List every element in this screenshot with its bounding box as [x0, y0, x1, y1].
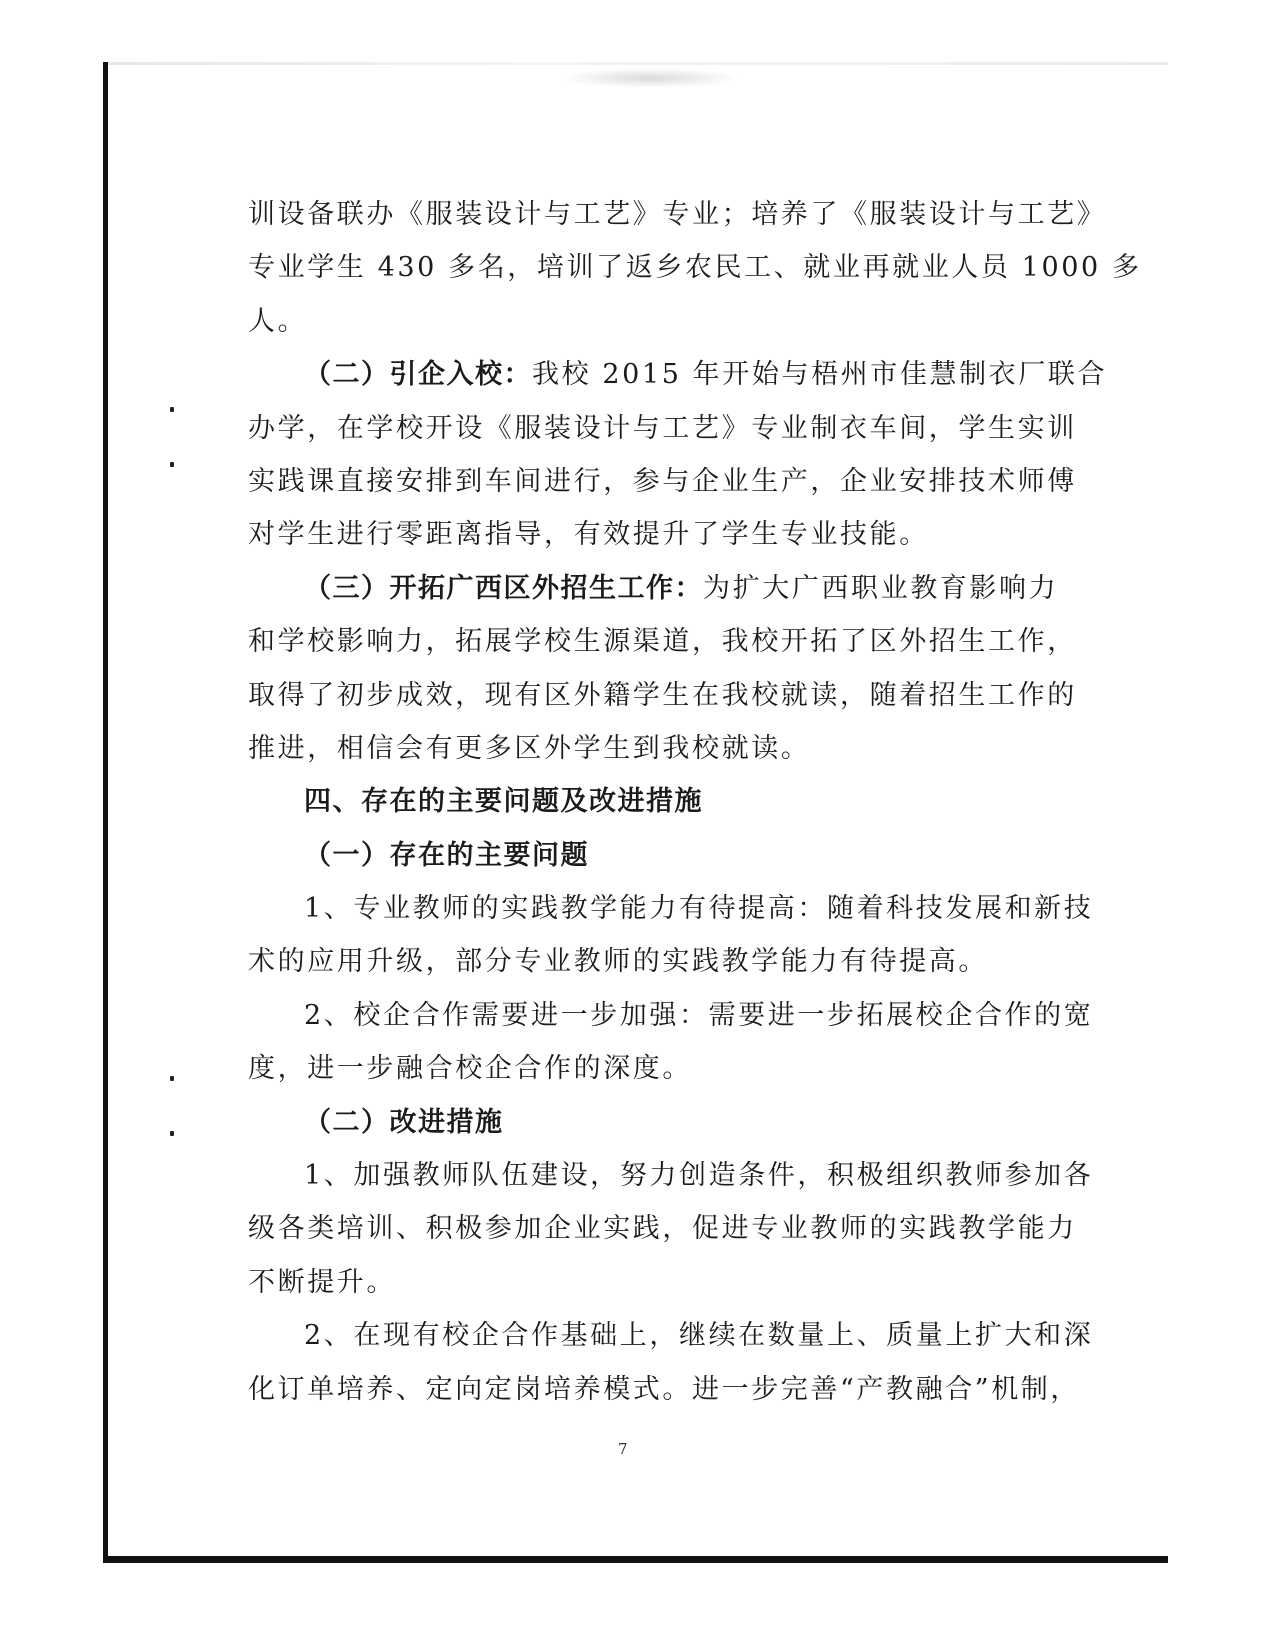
- scan-smudge: [560, 68, 740, 88]
- paragraph-first-line: [248, 562, 1059, 615]
- section-heading: 四、存在的主要问题及改进措施: [304, 786, 703, 818]
- text-line: 1、专业教师的实践教学能力有待提高：随着科技发展和新技: [304, 893, 1094, 925]
- subsection-heading: （一）存在的主要问题: [304, 839, 589, 871]
- text-line: 不断提升。: [248, 1266, 396, 1298]
- binding-hole-mark: [170, 462, 174, 467]
- scan-bottom-edge: [103, 1556, 1168, 1563]
- paragraph-text: 我校 2015 年开始与梧州市佳慧制衣厂联合: [532, 359, 1108, 391]
- text-line: 专业学生 430 多名，培训了返乡农民工、就业再就业人员 1000 多: [248, 252, 1142, 284]
- scan-top-edge: [108, 62, 1168, 65]
- document-body: [248, 188, 1142, 1416]
- text-line: 人。: [248, 305, 308, 337]
- scan-left-edge: [103, 62, 108, 1562]
- paragraph-lead: （三）开拓广西区外招生工作：: [304, 572, 703, 604]
- text-line: 和学校影响力，拓展学校生源渠道，我校开拓了区外招生工作，: [248, 626, 1077, 658]
- paragraph-text: 为扩大广西职业教育影响力: [703, 572, 1059, 604]
- text-line: 化订单培养、定向定岗培养模式。进一步完善“产教融合”机制，: [248, 1373, 1081, 1405]
- text-line: 办学，在学校开设《服装设计与工艺》专业制衣车间，学生实训: [248, 412, 1077, 444]
- paragraph-lead: （二）引企入校：: [304, 359, 532, 391]
- text-line: 训设备联办《服装设计与工艺》专业；培养了《服装设计与工艺》: [248, 199, 1107, 230]
- text-line: 级各类培训、积极参加企业实践，促进专业教师的实践教学能力: [248, 1213, 1077, 1245]
- text-line: 2、在现有校企合作基础上，继续在数量上、质量上扩大和深: [304, 1320, 1094, 1352]
- text-line: 推进，相信会有更多区外学生到我校就读。: [248, 732, 811, 764]
- text-line: 术的应用升级，部分专业教师的实践教学能力有待提高。: [248, 946, 988, 978]
- text-line: 取得了初步成效，现有区外籍学生在我校就读，随着招生工作的: [248, 679, 1077, 711]
- text-line: 1、加强教师队伍建设，努力创造条件，积极组织教师参加各: [304, 1160, 1094, 1192]
- page-number: 7: [618, 1440, 628, 1458]
- binding-hole-mark: [170, 407, 174, 412]
- text-line: 实践课直接安排到车间进行，参与企业生产，企业安排技术师傅: [248, 465, 1077, 497]
- binding-hole-mark: [170, 1131, 174, 1136]
- text-line: 对学生进行零距离指导，有效提升了学生专业技能。: [248, 519, 929, 551]
- subsection-heading: （二）改进措施: [304, 1106, 504, 1138]
- text-line: 度，进一步融合校企合作的深度。: [248, 1053, 692, 1085]
- binding-hole-mark: [170, 1076, 174, 1081]
- paragraph-first-line: [248, 348, 1108, 401]
- text-line: 2、校企合作需要进一步加强：需要进一步拓展校企合作的宽: [304, 999, 1094, 1031]
